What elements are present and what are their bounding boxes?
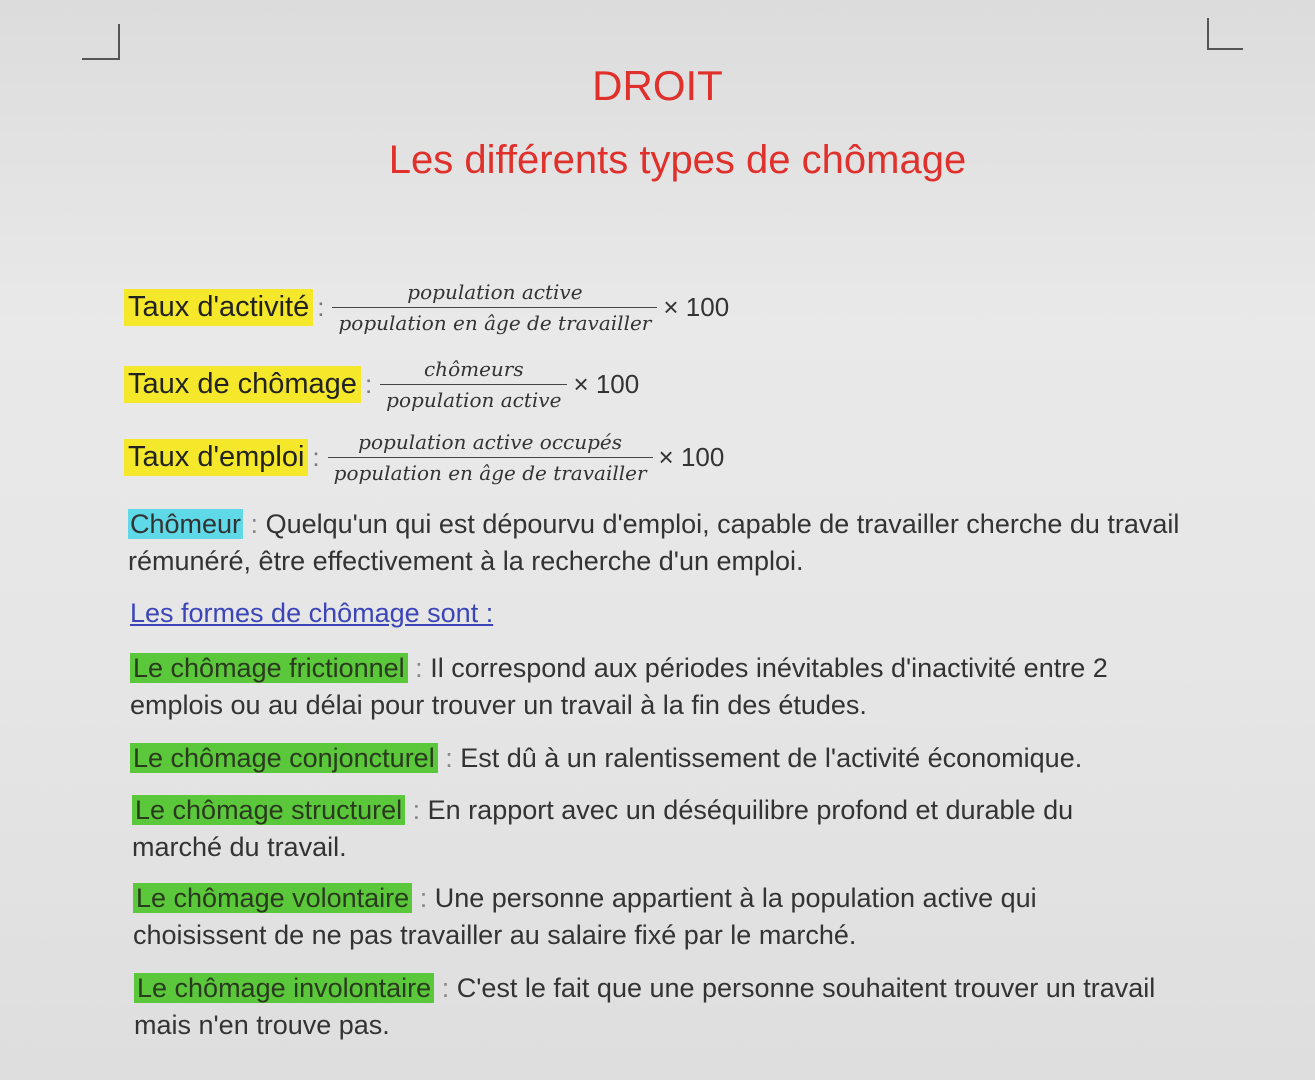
denominator: population en âge de travailler	[332, 307, 657, 335]
term-label: Le chômage involontaire	[134, 973, 434, 1003]
definition-text: Est dû à un ralentissement de l'activité économique.	[460, 743, 1083, 773]
page-title: DROIT	[592, 62, 723, 109]
term-label: Le chômage frictionnel	[130, 653, 408, 683]
definition-text: C'est le fait que une personne souhaitent trouver un travail mais n'en trouve pas.	[134, 973, 1156, 1040]
formula-label: Taux d'emploi	[124, 439, 308, 476]
denominator: population active	[380, 384, 567, 412]
page-corner-mark	[1207, 18, 1243, 50]
term-label: Le chômage conjoncturel	[130, 743, 438, 773]
definition-text: Quelqu'un qui est dépourvu d'emploi, capable de travailler cherche du travail rémunéré, être effectivement à la recherche d'un emploi.	[128, 509, 1180, 576]
fraction	[332, 280, 657, 335]
numerator: population active occupés	[358, 430, 623, 454]
numerator: population active	[407, 280, 583, 304]
definition-text: Une personne appartient à la population active qui choisissent de ne pas travailler au salaire fixé par le marché.	[133, 883, 1037, 950]
formula-taux-activite	[124, 280, 729, 335]
form-volontaire: Le chômage volontaire : Une personne appartient à la population active qui choisissent de ne pas travailler au salaire fixé par le marché.	[133, 883, 1037, 950]
multiplier: × 100	[658, 442, 725, 472]
section-heading: Les formes de chômage sont :	[130, 598, 494, 628]
colon: :	[317, 292, 325, 322]
multiplier: × 100	[663, 292, 730, 322]
formula-taux-emploi	[124, 430, 724, 485]
colon: :	[312, 442, 320, 472]
page-subtitle: Les différents types de chômage	[388, 138, 967, 182]
definition-text: En rapport avec un déséquilibre profond et durable du marché du travail.	[132, 795, 1074, 862]
form-frictionnel: Le chômage frictionnel : Il correspond aux périodes inévitables d'inactivité entre 2 emplois ou au délai pour trouver un travail à la fin des études.	[130, 653, 1108, 720]
form-involontaire: Le chômage involontaire : C'est le fait que une personne souhaitent trouver un travail mais n'en trouve pas.	[134, 973, 1156, 1040]
term-label: Le chômage volontaire	[133, 883, 412, 913]
fraction	[380, 357, 567, 412]
page-corner-mark	[82, 24, 120, 60]
denominator: population en âge de travailler	[328, 457, 653, 485]
numerator: chômeurs	[423, 357, 524, 381]
formula-taux-chomage	[124, 357, 639, 412]
form-conjoncturel: Le chômage conjoncturel : Est dû à un ralentissement de l'activité économique.	[130, 740, 1190, 777]
fraction	[328, 430, 653, 485]
definition-text: Il correspond aux périodes inévitables d'inactivité entre 2 emplois ou au délai pour trouver un travail à la fin des études.	[130, 653, 1108, 720]
multiplier: × 100	[573, 369, 640, 399]
term-label: Chômeur	[130, 509, 242, 539]
term-label: Le chômage structurel	[132, 795, 405, 825]
chomeur-definition: Chômeur : Quelqu'un qui est dépourvu d'emploi, capable de travailler cherche du travail rémunéré, être effectivement à la recherche d'un emploi.	[128, 509, 1180, 576]
formula-label: Taux de chômage	[124, 366, 361, 403]
formula-label: Taux d'activité	[124, 289, 313, 326]
form-structurel: Le chômage structurel : En rapport avec un déséquilibre profond et durable du marché du travail.	[132, 795, 1074, 862]
colon: :	[364, 369, 373, 399]
